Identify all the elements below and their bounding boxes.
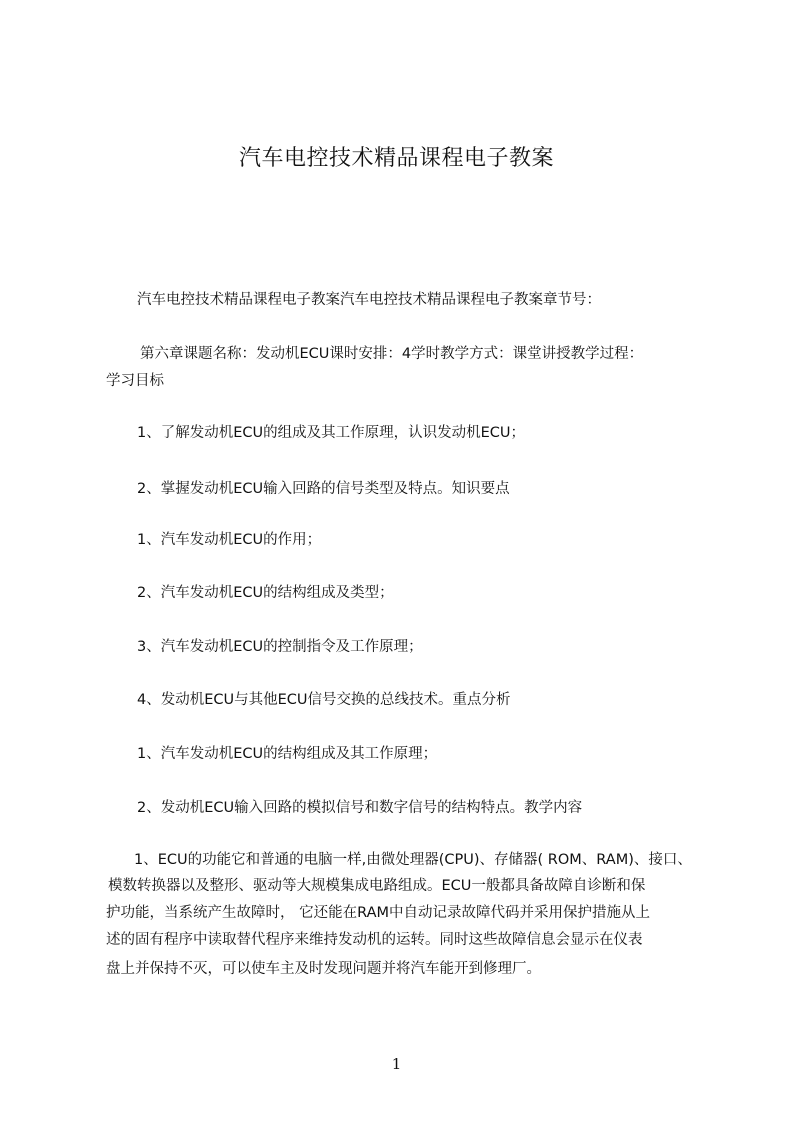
content-line-3: 护功能，当系统产生故障时， 它还能在RAM中自动记录故障代码并采用保护措施从上 <box>106 905 651 921</box>
page-number: 1 <box>391 1055 402 1073</box>
key-point-3: 3、汽车发动机ECU的控制指令及工作原理； <box>137 639 423 655</box>
focus-item-2: 2、发动机ECU输入回路的模拟信号和数字信号的结构特点。教学内容 <box>137 800 583 816</box>
key-point-2: 2、汽车发动机ECU的结构组成及类型； <box>137 585 394 601</box>
key-point-1: 1、汽车发动机ECU的作用； <box>137 532 322 548</box>
key-point-4: 4、发动机ECU与其他ECU信号交换的总线技术。重点分析 <box>137 692 511 708</box>
paragraph-course-info: 第六章课题名称：发动机ECU课时安排：4学时教学方式：课堂讲授教学过程： <box>140 346 644 362</box>
heading-learning-goals: 学习目标 <box>106 373 164 389</box>
content-line-5: 盘上并保持不灭，可以使车主及时发现问题并将汽车能开到修理厂。 <box>106 961 541 977</box>
goal-item-1: 1、了解发动机ECU的组成及其工作原理，认识发动机ECU； <box>137 425 526 441</box>
content-line-4: 述的固有程序中读取替代程序来维持发动机的运转。同时这些故障信息会显示在仪表 <box>106 932 643 948</box>
paragraph-chapter-number: 汽车电控技术精品课程电子教案汽车电控技术精品课程电子教案章节号： <box>137 292 601 308</box>
focus-item-1: 1、汽车发动机ECU的结构组成及其工作原理； <box>137 746 438 762</box>
content-line-2: 模数转换器以及整形、驱动等大规模集成电路组成。ECU一般都具备故障自诊断和保 <box>108 878 646 894</box>
document-title: 汽车电控技术精品课程电子教案 <box>238 146 554 171</box>
content-line-1: 1、ECU的功能它和普通的电脑一样,由微处理器(CPU)、存储器( ROM、RAM)、接口、 <box>134 852 692 868</box>
goal-item-2: 2、掌握发动机ECU输入回路的信号类型及特点。知识要点 <box>137 481 510 497</box>
